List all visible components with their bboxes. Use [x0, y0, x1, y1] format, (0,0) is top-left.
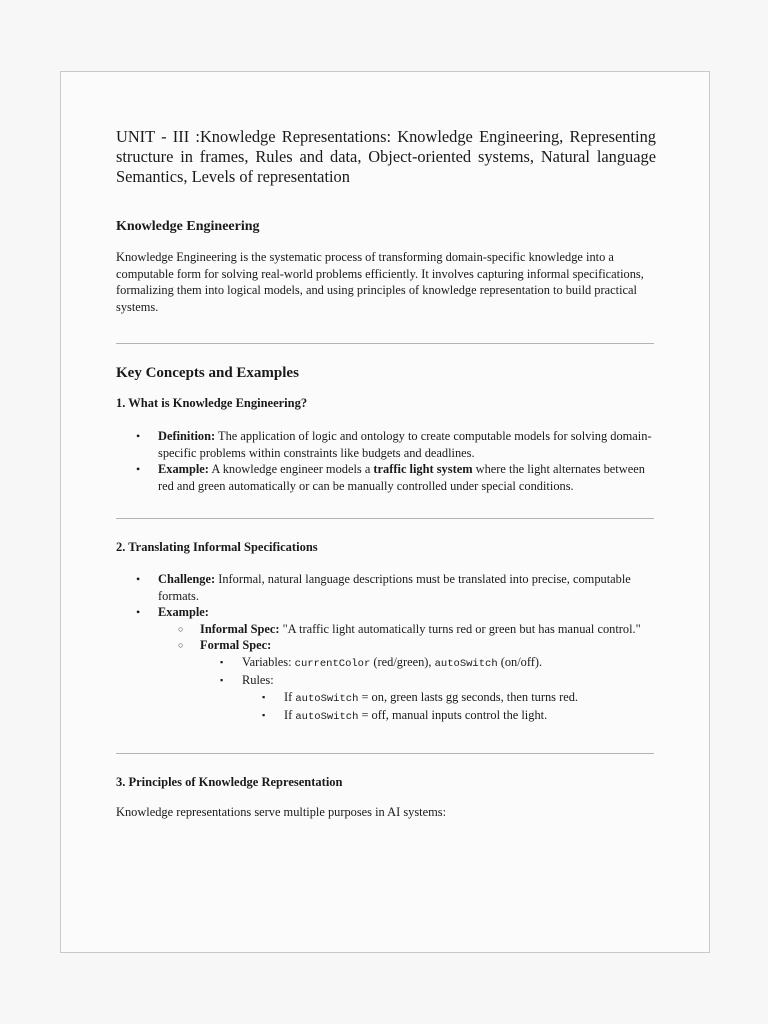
- rules-label: Rules:: [242, 673, 274, 687]
- example-text: A knowledge engineer models a: [208, 462, 374, 476]
- rule1-suffix: = on, green lasts gg seconds, then turns red.: [358, 689, 579, 704]
- definition-text: The application of logic and ontology to create computable models for solving domain-specific problems within constraints like budgets and deadlines.: [158, 429, 652, 460]
- document-page: [60, 71, 710, 953]
- example-label: Example:: [158, 462, 209, 476]
- principles-paragraph: Knowledge representations serve multiple purposes in AI systems:: [116, 804, 447, 819]
- var2-suffix: (on/off).: [497, 654, 543, 669]
- definition-label: Definition:: [158, 429, 216, 443]
- informal-spec-label: Informal Spec:: [200, 621, 280, 636]
- heading-knowledge-engineering: Knowledge Engineering: [116, 219, 260, 234]
- challenge-text: Informal, natural language descriptions must be translated into precise, computable formats.: [158, 572, 631, 603]
- rule1-prefix: If: [284, 689, 296, 704]
- example-label: Example:: [158, 605, 209, 619]
- var1-suffix: (red/green),: [370, 654, 435, 669]
- list-item: [242, 707, 656, 726]
- rule2-suffix: = off, manual inputs control the light.: [358, 708, 548, 722]
- list-item: [158, 621, 656, 638]
- example-bold: traffic light system: [373, 462, 473, 476]
- list-item: [116, 428, 656, 461]
- unit-title: UNIT - III :Knowledge Representations: Knowledge Engineering, Representing structure in frames, Rules and data, Object-oriented systems, Natural language Semantics, Levels of representation: [116, 127, 656, 186]
- var-current-color: currentColor: [294, 657, 371, 670]
- formal-spec-list: [200, 654, 656, 726]
- example-text-end: where the light alternates between red and green automatically or can be manually controlled under special conditions.: [158, 462, 645, 493]
- list-item: [200, 654, 656, 673]
- challenge-label: Challenge:: [158, 572, 216, 586]
- list-item: [116, 604, 656, 726]
- rules-list: [242, 689, 656, 726]
- heading-principles: 3. Principles of Knowledge Representation: [116, 774, 343, 789]
- list-item: [116, 571, 656, 604]
- what-is-ke-list: [116, 428, 656, 494]
- list-item: [242, 689, 656, 708]
- knowledge-engineering-paragraph: Knowledge Engineering is the systematic process of transforming domain-specific knowledge into a computable form for solving real-world problems efficiently. It involves capturing informal specifications, formalizing them into logical models, and using principles of knowledge representation to build practical systems.: [116, 250, 644, 314]
- var-auto-switch: autoSwitch: [434, 657, 498, 670]
- heading-what-is-ke: 1. What is Knowledge Engineering?: [116, 396, 308, 410]
- spec-list: [158, 621, 656, 726]
- page-content: [116, 127, 656, 820]
- formal-spec-label: Formal Spec:: [200, 638, 272, 652]
- informal-spec-text: "A traffic light automatically turns red or green but has manual control.": [279, 621, 641, 636]
- translating-specs-list: [116, 571, 656, 726]
- list-item: [200, 672, 656, 726]
- list-item: [116, 461, 656, 494]
- rule1-code: autoSwitch: [295, 692, 359, 705]
- variables-prefix: Variables:: [242, 654, 295, 669]
- heading-key-concepts: Key Concepts and Examples: [116, 365, 299, 381]
- rule2-code: autoSwitch: [295, 711, 359, 723]
- heading-translating-specs: 2. Translating Informal Specifications: [116, 540, 318, 554]
- list-item: [158, 637, 656, 726]
- rule2-prefix: If: [284, 708, 296, 722]
